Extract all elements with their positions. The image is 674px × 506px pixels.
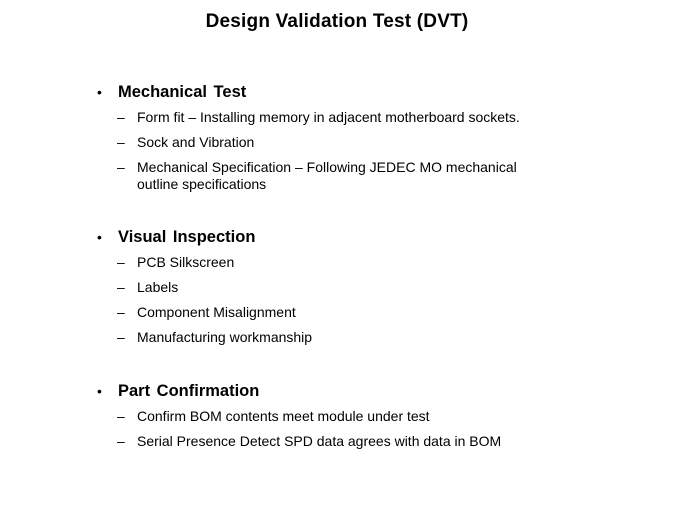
dash-icon: – <box>117 134 125 150</box>
dash-icon: – <box>117 109 125 125</box>
bullet-icon: • <box>97 84 102 100</box>
list-item <box>97 279 657 296</box>
section-title: Mechanical Test <box>118 83 247 101</box>
dash-icon: – <box>117 279 125 295</box>
item-text: PCB Silkscreen <box>137 254 235 270</box>
item-text: Sock and Vibration <box>137 134 255 150</box>
item-list <box>97 408 657 450</box>
section-header <box>97 380 657 402</box>
section-title: Visual Inspection <box>118 228 256 246</box>
section-visual-inspection <box>97 226 657 346</box>
item-list <box>97 109 657 193</box>
dash-icon: – <box>117 329 125 345</box>
list-item <box>97 159 657 193</box>
item-text: Mechanical Specification – Following JEDEC MO mechanical outline specifications <box>137 159 517 192</box>
dash-icon: – <box>117 408 125 424</box>
list-item <box>97 329 657 346</box>
bullet-icon: • <box>97 383 102 399</box>
dash-icon: – <box>117 304 125 320</box>
list-item <box>97 134 657 151</box>
item-text: Labels <box>137 279 179 295</box>
dash-icon: – <box>117 433 125 449</box>
list-item <box>97 408 657 425</box>
item-text: Manufacturing workmanship <box>137 329 313 345</box>
section-title: Part Confirmation <box>118 382 260 400</box>
list-item <box>97 254 657 271</box>
list-item <box>97 433 657 450</box>
list-item <box>97 304 657 321</box>
slide-title: Design Validation Test (DVT) <box>205 11 469 32</box>
item-list <box>97 254 657 346</box>
section-mechanical-test <box>97 81 657 193</box>
item-text: Serial Presence Detect SPD data agrees with data in BOM <box>137 433 502 449</box>
item-text: Form fit – Installing memory in adjacent motherboard sockets. <box>137 109 520 125</box>
list-item <box>97 109 657 126</box>
section-header <box>97 226 657 248</box>
item-text: Component Misalignment <box>137 304 296 320</box>
dash-icon: – <box>117 159 125 175</box>
bullet-icon: • <box>97 229 102 245</box>
section-part-confirmation <box>97 380 657 450</box>
item-text: Confirm BOM contents meet module under test <box>137 408 430 424</box>
section-header <box>97 81 657 103</box>
dash-icon: – <box>117 254 125 270</box>
